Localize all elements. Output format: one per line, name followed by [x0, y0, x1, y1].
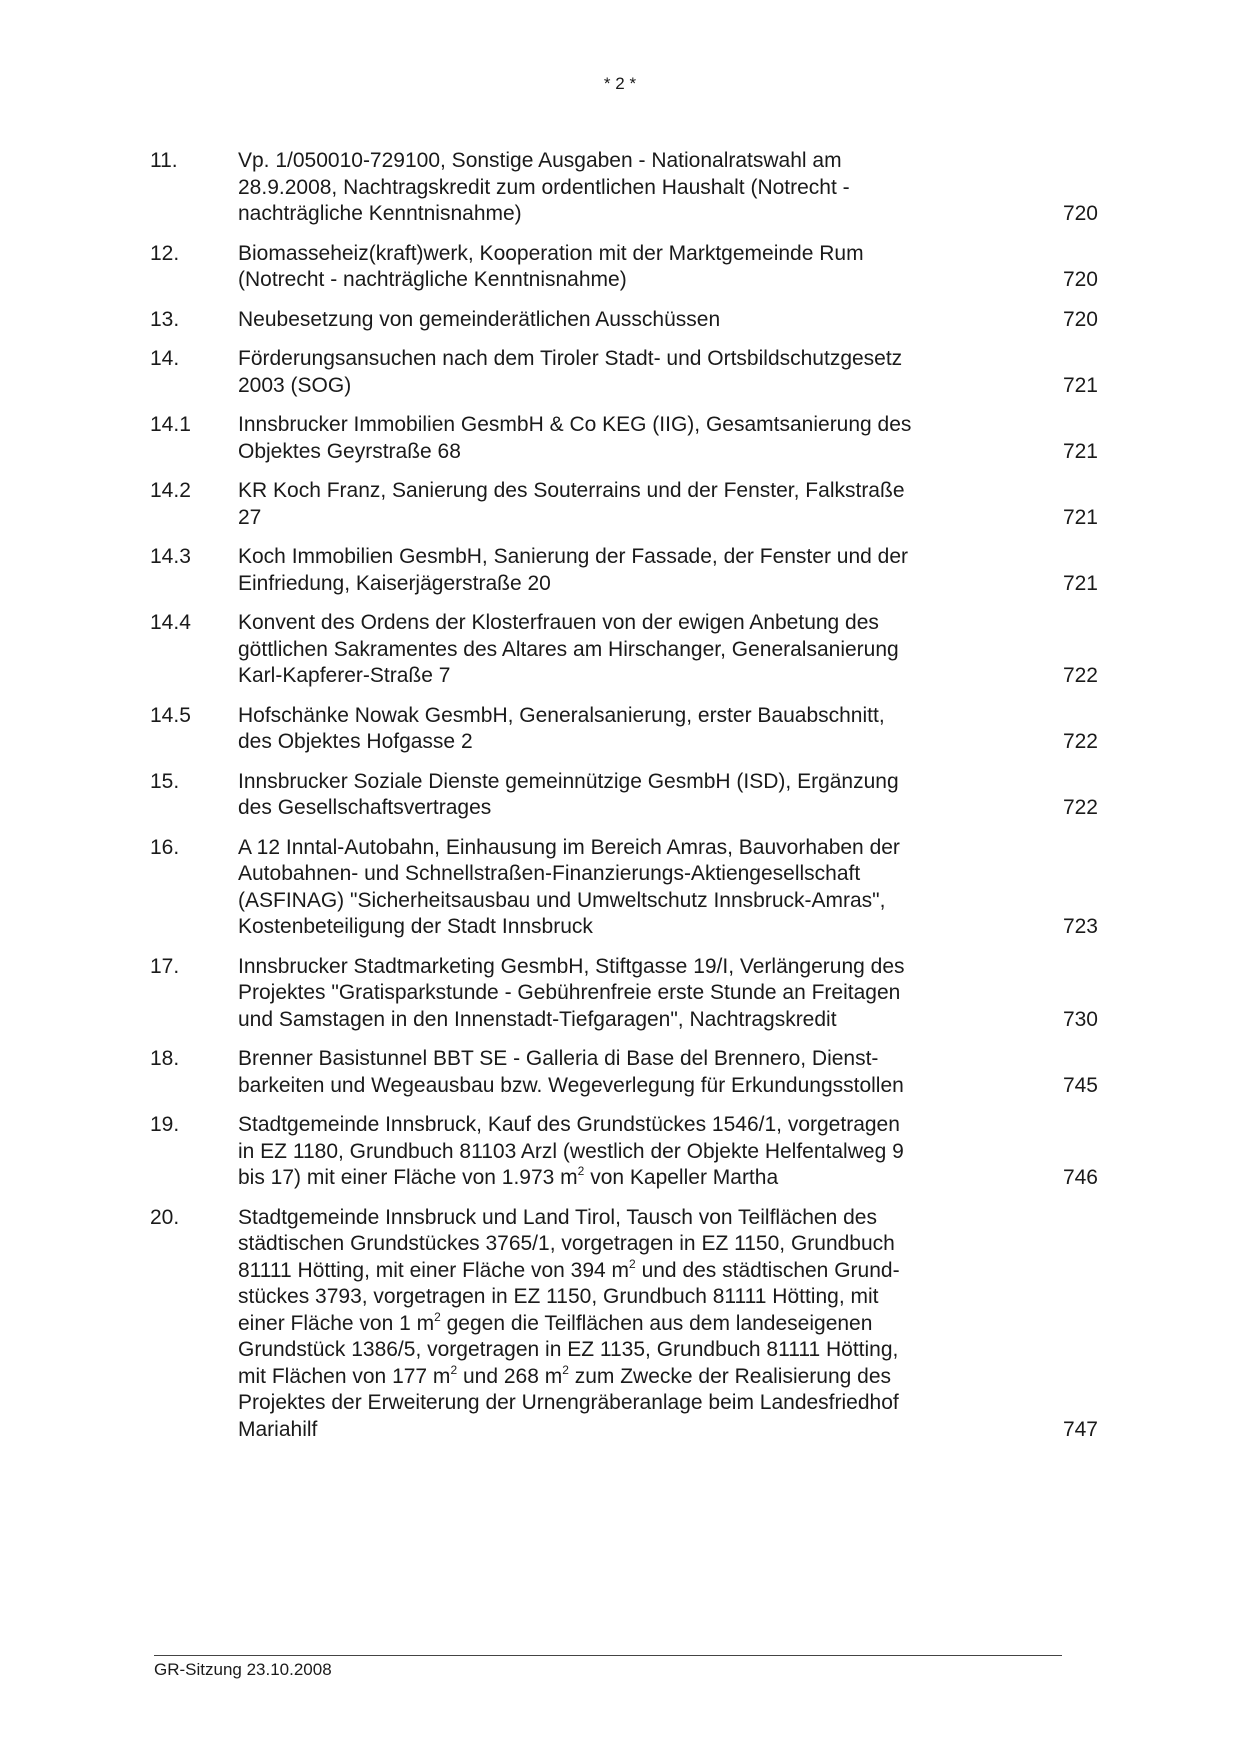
- entry-number: 14.3: [150, 545, 191, 568]
- entry-line: in EZ 1180, Grundbuch 81103 Arzl (westlich der Objekte Helfentalweg 9: [238, 1139, 904, 1163]
- entry-title: [238, 148, 998, 228]
- entry-line: Förderungsansuchen nach dem Tiroler Stadt- und Ortsbildschutzgesetz: [238, 347, 903, 370]
- entry-number: 18.: [150, 1047, 180, 1070]
- page-number: * 2 *: [603, 74, 637, 93]
- entry-line-part: gegen die Teilflächen aus dem landeseigenen: [440, 1311, 873, 1335]
- entry-number: 12.: [150, 241, 180, 265]
- entry-line: städtischen Grundstückes 3765/1, vorgetragen in EZ 1150, Grundbuch: [238, 1232, 895, 1255]
- superscript: 2: [629, 1256, 636, 1271]
- entry-number: 16.: [150, 835, 180, 859]
- entry-number: 14.: [150, 347, 180, 370]
- entry-page-number: 720: [1062, 268, 1098, 291]
- entry-line: Einfriedung, Kaiserjägerstraße 20: [238, 571, 551, 595]
- entry-line: [238, 1165, 998, 1192]
- entry-line: Projektes "Gratisparkstunde - Gebührenfreie erste Stunde an Freitagen: [238, 981, 901, 1004]
- entry-page-number: 747: [1062, 1417, 1098, 1441]
- entry-title: [238, 412, 998, 465]
- entry-line: Projektes der Erweiterung der Urnengräberanlage beim Landesfriedhof: [238, 1391, 899, 1414]
- entry-line: und Samstagen in den Innenstadt-Tiefgaragen", Nachtragskredit: [238, 1007, 837, 1031]
- entry-number: 14.5: [150, 703, 191, 727]
- entry-title: [238, 1205, 998, 1444]
- entry-title: [238, 769, 998, 822]
- entry-line-part: bis 17) mit einer Fläche von 1.973 m: [238, 1166, 578, 1189]
- entry-line: Innsbrucker Soziale Dienste gemeinnützige GesmbH (ISD), Ergänzung: [238, 769, 899, 793]
- toc-entry: [150, 478, 1098, 531]
- toc-entry: [150, 346, 1098, 399]
- toc-entry: [150, 610, 1098, 690]
- entry-title: [238, 346, 998, 399]
- entry-line-part: und des städtischen Grund-: [635, 1258, 900, 1282]
- superscript: 2: [562, 1362, 569, 1377]
- entry-title: [238, 610, 998, 690]
- entry-title: [238, 954, 998, 1034]
- entry-line: Grundstück 1386/5, vorgetragen in EZ 1135, Grundbuch 81111 Hötting,: [238, 1338, 899, 1361]
- entry-title: [238, 478, 998, 531]
- entry-title: [238, 703, 998, 756]
- entry-page-number: 721: [1062, 571, 1098, 595]
- entry-line: Konvent des Ordens der Klosterfrauen von der ewigen Anbetung des: [238, 611, 879, 634]
- entry-line: Hofschänke Nowak GesmbH, Generalsanierung, erster Bauabschnitt,: [238, 703, 885, 727]
- entry-line: (ASFINAG) "Sicherheitsausbau und Umweltschutz Innsbruck-Amras",: [238, 888, 886, 912]
- toc-entry: [150, 1112, 1098, 1192]
- entry-title: [238, 241, 998, 294]
- entry-title: [238, 1112, 998, 1192]
- entry-number: 14.4: [150, 611, 191, 634]
- entry-line: 2003 (SOG): [238, 373, 352, 397]
- entry-line: Karl-Kapferer-Straße 7: [238, 664, 451, 687]
- entry-number: 11.: [150, 149, 178, 172]
- entry-number: 13.: [150, 307, 180, 331]
- table-of-contents: [150, 148, 1098, 1456]
- toc-entry: [150, 1205, 1098, 1444]
- superscript: 2: [450, 1362, 458, 1377]
- entry-number: 15.: [150, 769, 180, 793]
- toc-entry: [150, 412, 1098, 465]
- entry-line-part: mit Flächen von 177 m: [238, 1364, 451, 1388]
- superscript: 2: [434, 1309, 441, 1324]
- superscript: 2: [577, 1164, 585, 1178]
- entry-line: Autobahnen- und Schnellstraßen-Finanzierungs-Aktiengesellschaft: [238, 862, 861, 885]
- entry-line: [238, 1258, 998, 1285]
- entry-number: 19.: [150, 1113, 180, 1136]
- entry-page-number: 723: [1062, 915, 1098, 938]
- entry-line: Mariahilf: [238, 1417, 318, 1441]
- toc-entry: [150, 835, 1098, 941]
- entry-line: [238, 1311, 998, 1338]
- entry-page-number: 722: [1062, 664, 1098, 687]
- entry-line: Innsbrucker Stadtmarketing GesmbH, Stiftgasse 19/I, Verlängerung des: [238, 954, 905, 978]
- entry-line: (Notrecht - nachträgliche Kenntnisnahme): [238, 268, 627, 291]
- entry-page-number: 722: [1062, 730, 1098, 753]
- toc-entry: [150, 307, 1098, 334]
- entry-page-number: 730: [1062, 1007, 1098, 1031]
- entry-number: 20.: [150, 1205, 180, 1229]
- entry-title: [238, 307, 998, 334]
- entry-line: KR Koch Franz, Sanierung des Souterrains und der Fenster, Falkstraße: [238, 479, 905, 502]
- entry-line: Innsbrucker Immobilien GesmbH & Co KEG (IIG), Gesamtsanierung des: [238, 413, 912, 436]
- entry-line: Stadtgemeinde Innsbruck, Kauf des Grundstückes 1546/1, vorgetragen: [238, 1113, 900, 1136]
- entry-title: [238, 544, 998, 597]
- entry-title: [238, 1046, 998, 1099]
- entry-line: barkeiten und Wegeausbau bzw. Wegeverlegung für Erkundungsstollen: [238, 1073, 904, 1097]
- entry-line: Neubesetzung von gemeinderätlichen Ausschüssen: [238, 307, 721, 331]
- entry-page-number: 746: [1062, 1166, 1098, 1189]
- entry-page-number: 745: [1062, 1073, 1098, 1097]
- entry-line-part: von Kapeller Martha: [584, 1166, 779, 1189]
- entry-page-number: 721: [1062, 373, 1098, 397]
- entry-line: Kostenbeteiligung der Stadt Innsbruck: [238, 915, 593, 938]
- entry-page-number: 720: [1062, 202, 1098, 225]
- toc-entry: [150, 241, 1098, 294]
- entry-line: Stadtgemeinde Innsbruck und Land Tirol, Tausch von Teilflächen des: [238, 1205, 877, 1229]
- entry-line-part: zum Zwecke der Realisierung des: [568, 1364, 892, 1388]
- entry-line: A 12 Inntal-Autobahn, Einhausung im Bereich Amras, Bauvorhaben der: [238, 835, 900, 859]
- entry-line: [238, 1364, 998, 1391]
- entry-line: des Gesellschaftsvertrages: [238, 796, 492, 819]
- toc-entry: [150, 1046, 1098, 1099]
- entry-line-part: 81111 Hötting, mit einer Fläche von 394 m: [238, 1258, 630, 1282]
- entry-line: 27: [238, 505, 262, 529]
- toc-entry: [150, 703, 1098, 756]
- entry-page-number: 721: [1062, 439, 1098, 463]
- entry-line: nachträgliche Kenntnisnahme): [238, 202, 522, 225]
- entry-number: 14.1: [150, 413, 191, 436]
- entry-line: Objektes Geyrstraße 68: [238, 439, 461, 463]
- toc-entry-list: [150, 148, 1098, 1099]
- entry-line: Biomasseheiz(kraft)werk, Kooperation mit der Marktgemeinde Rum: [238, 241, 864, 265]
- footer-divider: [154, 1655, 1062, 1656]
- entry-line: stückes 3793, vorgetragen in EZ 1150, Grundbuch 81111 Hötting, mit: [238, 1285, 879, 1308]
- toc-entry: [150, 544, 1098, 597]
- entry-line: 28.9.2008, Nachtragskredit zum ordentlichen Haushalt (Notrecht -: [238, 175, 850, 199]
- entry-line: des Objektes Hofgasse 2: [238, 730, 473, 753]
- toc-entry: [150, 954, 1098, 1034]
- entry-line: Brenner Basistunnel BBT SE - Galleria di Base del Brennero, Dienst-: [238, 1047, 879, 1070]
- entry-line-part: einer Fläche von 1 m: [238, 1311, 435, 1335]
- entry-page-number: 721: [1062, 505, 1098, 529]
- entry-line: göttlichen Sakramentes des Altares am Hirschanger, Generalsanierung: [238, 637, 899, 661]
- entry-line: Vp. 1/050010-729100, Sonstige Ausgaben - Nationalratswahl am: [238, 149, 842, 172]
- footer-label: GR-Sitzung 23.10.2008: [154, 1660, 332, 1679]
- entry-page-number: 720: [1062, 307, 1098, 331]
- entry-title: [238, 835, 998, 941]
- entry-line-part: und 268 m: [457, 1364, 563, 1388]
- toc-entry: [150, 769, 1098, 822]
- entry-number: 14.2: [150, 479, 191, 502]
- entry-number: 17.: [150, 954, 180, 978]
- entry-page-number: 722: [1062, 796, 1098, 819]
- toc-entry: [150, 148, 1098, 228]
- entry-line: Koch Immobilien GesmbH, Sanierung der Fassade, der Fenster und der: [238, 545, 909, 568]
